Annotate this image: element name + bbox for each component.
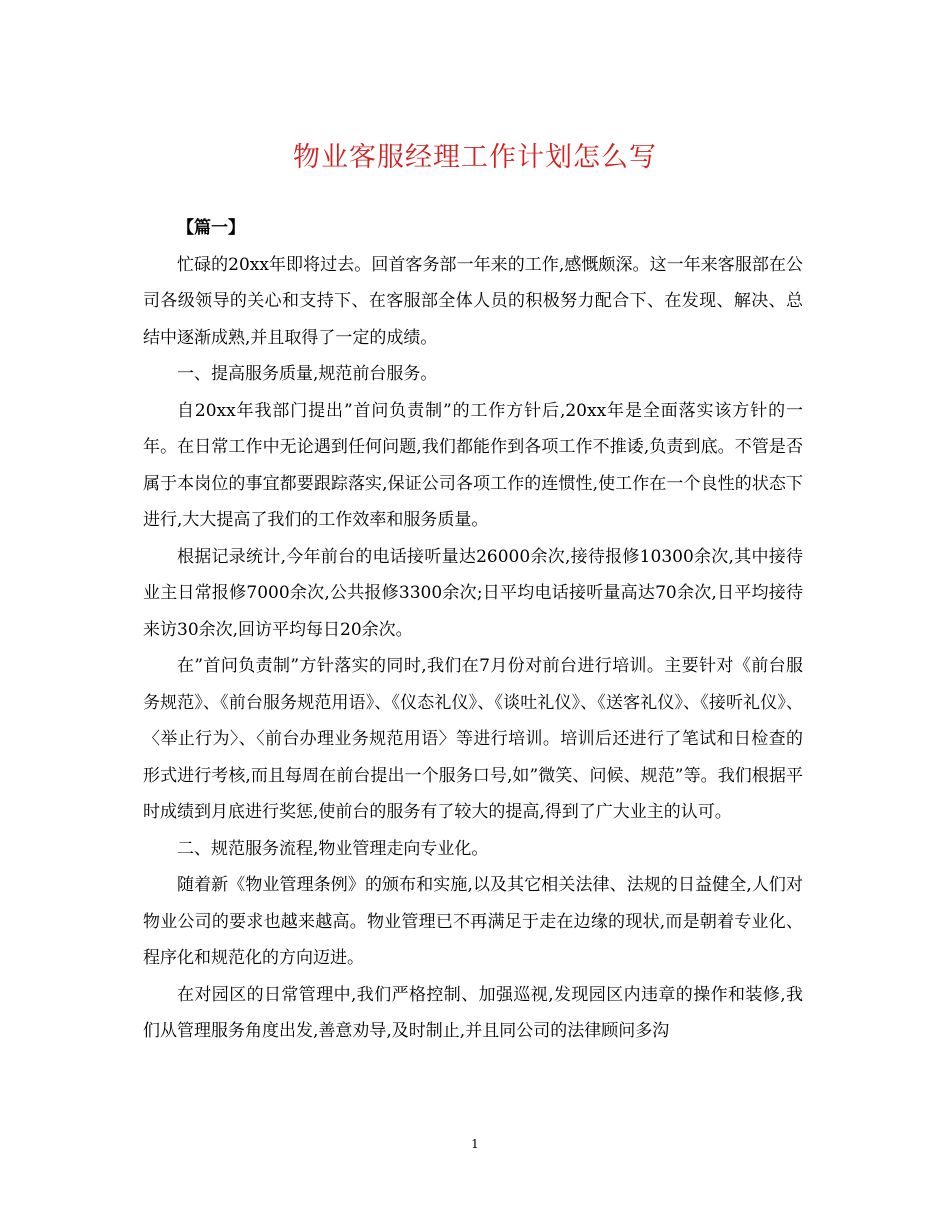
paragraph-management: 在对园区的日常管理中,我们严格控制、加强巡视,发现园区内违章的操作和装修,我们从管理服务角度出发,善意劝导,及时制止,并且同公司的法律顾问多沟 xyxy=(143,984,803,1041)
paragraph-regulation: 随着新《物业管理条例》的颁布和实施,以及其它相关法律、法规的日益健全,人们对物业公司的要求也越来越高。物业管理已不再满足于走在边缘的现状,而是朝着专业化、程序化和规范化的方向迈进。 xyxy=(143,875,803,968)
paragraph-intro: 忙碌的20xx年即将过去。回首客务部一年来的工作,感慨颇深。这一年来客服部在公司各级领导的关心和支持下、在客服部全体人员的积极努力配合下、在发现、解决、总结中逐渐成熟,并且取得了一定的成绩。 xyxy=(143,254,803,348)
document-title: 物业客服经理工作计划怎么写 xyxy=(293,142,657,173)
section-label: 【篇一】 xyxy=(177,218,245,238)
document-body xyxy=(143,210,803,1050)
page-number: 1 xyxy=(471,1137,479,1151)
paragraph-training: 在”首问负责制”方针落实的同时,我们在7月份对前台进行培训。主要针对《前台服务规范》、《前台服务规范用语》、《仪态礼仪》、《谈吐礼仪》、《送客礼仪》、《接听礼仪》、〈举止行为〉、〈前台办理业务规范用语〉等进行培训。培训后还进行了笔试和日检查的形式进行考核,而且每周在前台提出一个服务口号,如”微笑、问候、规范”等。我们根据平时成绩到月底进行奖惩,使前台的服务有了较大的提高,得到了广大业主的认可。 xyxy=(143,656,803,822)
heading-two: 二、规范服务流程,物业管理走向专业化。 xyxy=(177,838,489,859)
paragraph-statistics: 根据记录统计,今年前台的电话接听量达26000余次,接待报修10300余次,其中接待业主日常报修7000余次,公共报修3300余次;日平均电话接听量高达70余次,日平均接待来访30余次,回访平均每日20余次。 xyxy=(143,546,803,640)
paragraph-responsibility: 自20xx年我部门提出”首问负责制”的工作方针后,20xx年是全面落实该方针的一年。在日常工作中无论遇到任何问题,我们都能作到各项工作不推诿,负责到底。不管是否属于本岗位的事宜都要跟踪落实,保证公司各项工作的连惯性,使工作在一个良性的状态下进行,大大提高了我们的工作效率和服务质量。 xyxy=(143,400,803,530)
heading-one: 一、提高服务质量,规范前台服务。 xyxy=(177,364,438,384)
